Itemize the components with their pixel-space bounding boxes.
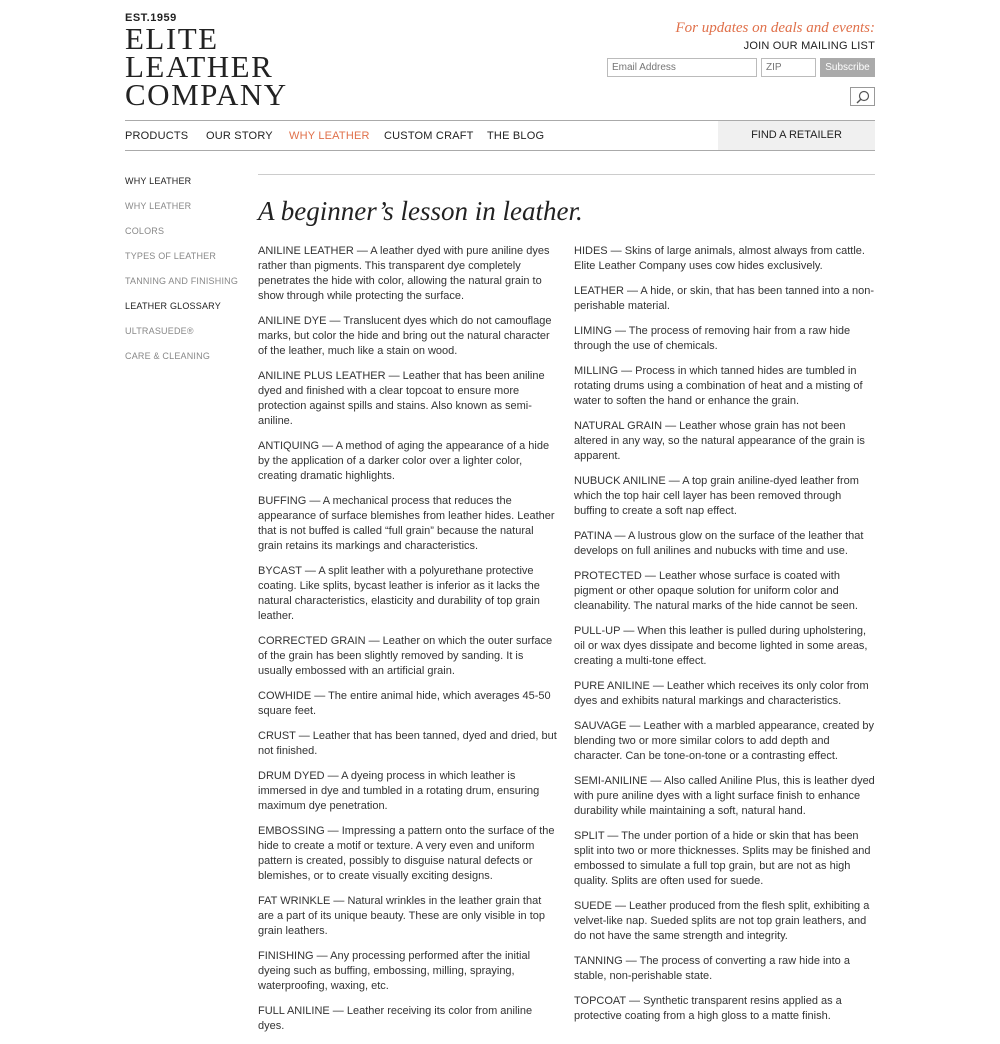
- search-icon: [855, 90, 871, 104]
- glossary-entry: ANILINE LEATHER — A leather dyed with pure aniline dyes rather than pigments. This transparent dye completely penetrates the hide with color, allowing the natural grain to show through while protecting the surface.: [258, 245, 550, 302]
- glossary-entry: FAT WRINKLE — Natural wrinkles in the leather grain that are a part of its unique beauty. These are only visible in top grain leathers.: [258, 895, 545, 937]
- glossary-entry: DRUM DYED — A dyeing process in which leather is immersed in dye and tumbled in a rotating drum, ensuring maximum dye penetration.: [258, 770, 540, 812]
- zip-input[interactable]: [761, 58, 816, 77]
- divider: [258, 174, 875, 175]
- page-title: A beginner’s lesson in leather.: [258, 196, 583, 226]
- mailing-form: [607, 58, 875, 77]
- glossary-right-column: [574, 244, 876, 1034]
- subscribe-button[interactable]: Subscribe: [820, 58, 875, 77]
- sidebar-item-leather-glossary[interactable]: LEATHER GLOSSARY: [125, 301, 221, 311]
- sidebar-item-why-leather[interactable]: WHY LEATHER: [125, 201, 192, 211]
- glossary-entry: CRUST — Leather that has been tanned, dyed and dried, but not finished.: [258, 730, 557, 757]
- nav-products[interactable]: PRODUCTS: [125, 130, 189, 142]
- main-nav: [125, 120, 875, 151]
- main-content: [258, 174, 875, 1032]
- glossary-entry: PURE ANILINE — Leather which receives its only color from dyes and exhibits natural markings and characteristics.: [574, 680, 869, 707]
- glossary-entry: HIDES — Skins of large animals, almost always from cattle. Elite Leather Company uses cow hides exclusively.: [574, 245, 865, 272]
- mailing-promo: For updates on deals and events:: [675, 20, 875, 36]
- glossary-entry: FULL ANILINE — Leather receiving its color from aniline dyes.: [258, 1005, 533, 1032]
- email-input[interactable]: [607, 58, 757, 77]
- nav-the-blog[interactable]: THE BLOG: [487, 130, 545, 142]
- brand-est: EST.1959: [125, 12, 177, 24]
- glossary-entry: ANTIQUING — A method of aging the appearance of a hide by the application of a darker color over a lighter color, creating dramatic highlights.: [258, 440, 550, 482]
- sidebar-item-ultrasuede[interactable]: ULTRASUEDE®: [125, 326, 194, 336]
- glossary-entry: SEMI-ANILINE — Also called Aniline Plus, this is leather dyed with pure aniline dyes with a light surface finish to enhance durability while maintaining a soft, natural hand.: [574, 775, 875, 817]
- brand-name-line2: LEATHER: [125, 49, 274, 84]
- glossary-entry: SUEDE — Leather produced from the flesh split, exhibiting a velvet-like nap. Sueded splits are not top grain leathers, and do not have the same strength and integrity.: [574, 900, 870, 942]
- glossary-left-column: [258, 244, 560, 1044]
- sidebar-item-colors[interactable]: COLORS: [125, 226, 165, 236]
- glossary-entry: SAUVAGE — Leather with a marbled appearance, created by blending two or more similar colors to add depth and character. Can be tone-on-tone or a contrasting effect.: [574, 720, 875, 762]
- glossary-entry: NATURAL GRAIN — Leather whose grain has not been altered in any way, so the natural appearance of the grain is apparent.: [574, 420, 865, 462]
- glossary-entry: LIMING — The process of removing hair from a raw hide through the use of chemicals.: [574, 325, 851, 352]
- brand-logo[interactable]: [125, 12, 288, 112]
- glossary-entry: ANILINE DYE — Translucent dyes which do not camouflage marks, but color the hide and bring out the natural character of the leather, much like a stain on wood.: [258, 315, 552, 357]
- glossary-entry: CORRECTED GRAIN — Leather on which the outer surface of the grain has been slightly removed by sanding. It is usually embossed with an artificial grain.: [258, 635, 553, 677]
- sidebar-item-tanning-and-finishing[interactable]: TANNING AND FINISHING: [125, 276, 239, 286]
- brand-name-line3: COMPANY: [125, 77, 288, 112]
- find-a-retailer-button[interactable]: FIND A RETAILER: [718, 121, 875, 150]
- glossary-entry: NUBUCK ANILINE — A top grain aniline-dyed leather from which the top hair cell layer has been removed through buffing to create a soft nap effect.: [574, 475, 859, 517]
- glossary-entry: TANNING — The process of converting a raw hide into a stable, non-perishable state.: [574, 955, 850, 982]
- glossary-entry: FINISHING — Any processing performed after the initial dyeing such as buffing, embossing, milling, spraying, waterproofing, waxing, etc.: [258, 950, 531, 992]
- glossary-entry: PATINA — A lustrous glow on the surface of the leather that develops on full anilines and nubucks with time and use.: [574, 530, 864, 557]
- sidebar-item-why-leather-heading[interactable]: WHY LEATHER: [125, 176, 192, 186]
- glossary-entry: PROTECTED — Leather whose surface is coated with pigment or other opaque solution for uniform color and cleanability. The natural marks of the hide cannot be seen.: [574, 570, 858, 612]
- glossary-entry: TOPCOAT — Synthetic transparent resins applied as a protective coating from a high gloss to a matte finish.: [574, 995, 842, 1022]
- search-button[interactable]: [850, 87, 875, 106]
- glossary-entry: COWHIDE — The entire animal hide, which averages 45-50 square feet.: [258, 690, 551, 717]
- glossary-entry: MILLING — Process in which tanned hides are tumbled in rotating drums using a combination of heat and a misting of water to soften the hand or enhance the grain.: [574, 365, 863, 407]
- glossary-entry: SPLIT — The under portion of a hide or skin that has been split into two or more thicknesses. Splits may be finished and embossed to simulate a full top grain, but are not as high quality. Splits are often used for suede.: [574, 830, 871, 887]
- glossary-entry: ANILINE PLUS LEATHER — Leather that has been aniline dyed and finished with a clear topcoat to ensure more protection against spills and stains. Also known as semi-aniline.: [258, 370, 545, 427]
- nav-our-story[interactable]: OUR STORY: [206, 130, 273, 142]
- mailing-join-label: JOIN OUR MAILING LIST: [743, 40, 875, 52]
- mailing-signup: [675, 20, 875, 52]
- sidebar-nav: [125, 176, 238, 376]
- sidebar-item-care-cleaning[interactable]: CARE & CLEANING: [125, 351, 211, 361]
- glossary-entry: PULL-UP — When this leather is pulled during upholstering, oil or wax dyes dissipate and become lighted in some areas, creating a multi-tone effect.: [574, 625, 868, 667]
- glossary-entry: EMBOSSING — Impressing a pattern onto the surface of the hide to create a motif or texture. A very even and uniform pattern is created, possibly to disguise natural defects or blemishes, or to create visually exciting designs.: [258, 825, 555, 882]
- glossary-entry: BUFFING — A mechanical process that reduces the appearance of surface blemishes from leather hides. Leather that is not buffed is called “full grain” because the natural grain retains its markings and characteristics.: [258, 495, 555, 552]
- nav-custom-craft[interactable]: CUSTOM CRAFT: [384, 130, 474, 142]
- glossary-entry: BYCAST — A split leather with a polyurethane protective coating. Like splits, bycast leather is inferior as it lacks the natural characteristics, elasticity and durability of top grain leather.: [258, 565, 540, 622]
- nav-why-leather[interactable]: WHY LEATHER: [289, 130, 370, 142]
- brand-name-line1: ELITE: [125, 21, 219, 56]
- glossary-entry: LEATHER — A hide, or skin, that has been tanned into a non-perishable material.: [574, 285, 875, 312]
- sidebar-item-types-of-leather[interactable]: TYPES OF LEATHER: [125, 251, 217, 261]
